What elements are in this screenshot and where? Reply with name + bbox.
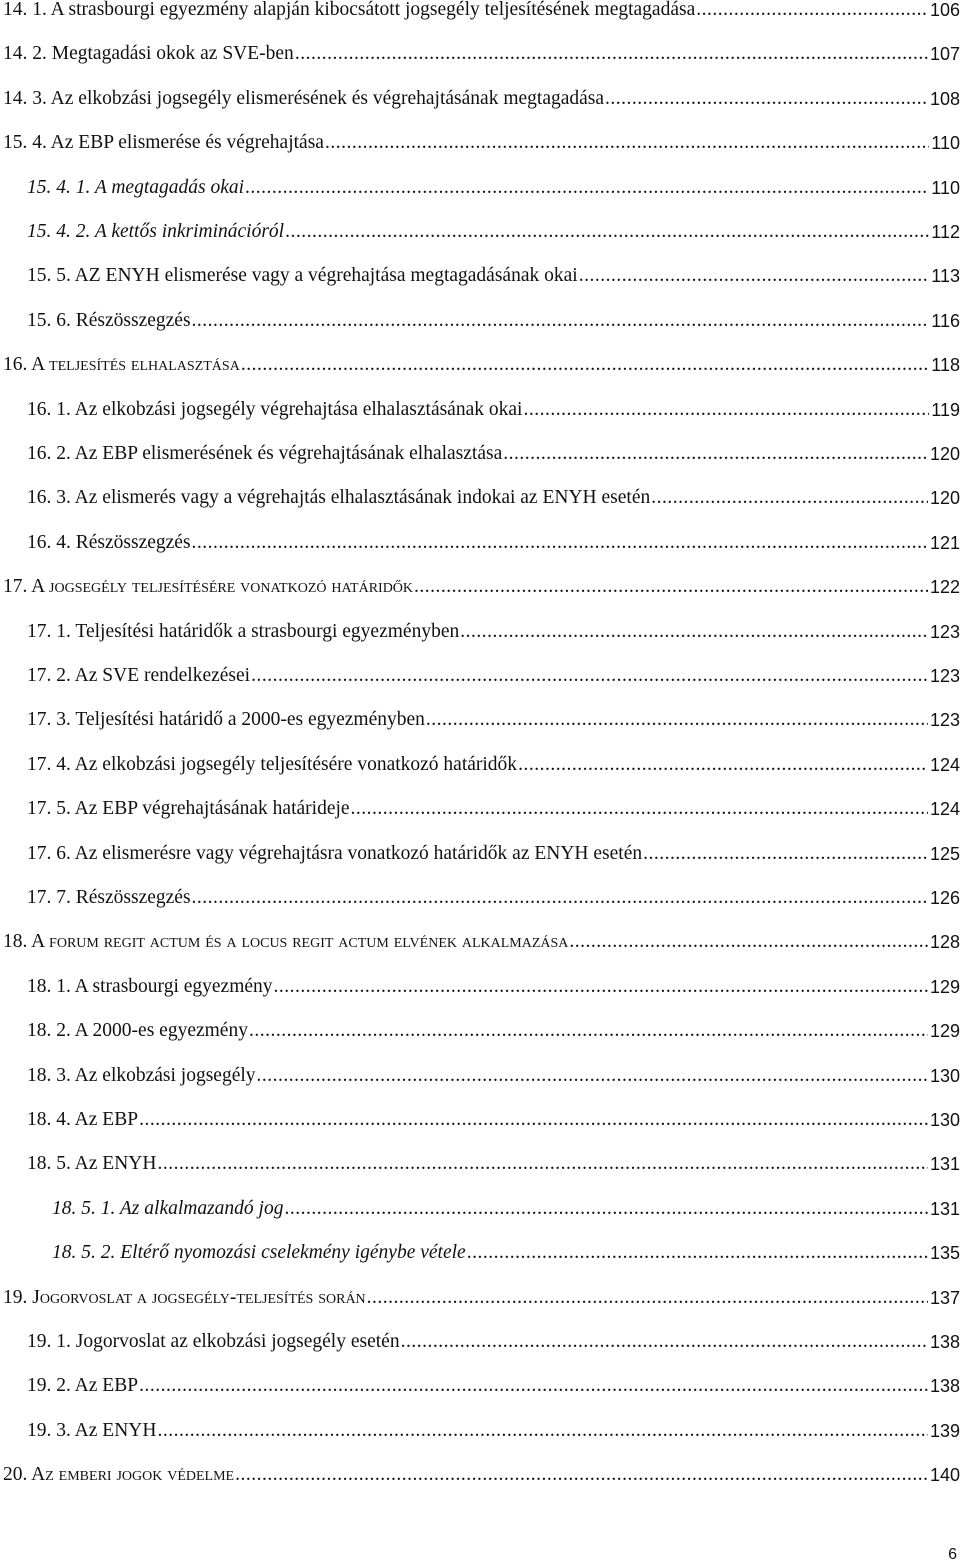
toc-entry-page-number: 119	[931, 399, 960, 420]
toc-entry-page-number: 124	[929, 754, 960, 775]
toc-entry[interactable]	[27, 436, 960, 466]
toc-entry-title: 17. 2. Az SVE rendelkezései	[27, 665, 251, 686]
toc-entry-page-number: 110	[931, 177, 960, 198]
toc-dot-leader	[414, 575, 928, 599]
toc-entry[interactable]	[27, 1324, 960, 1354]
toc-entry-page-number: 135	[929, 1243, 960, 1264]
toc-entry-title: 14. 3. Az elkobzási jogsegély elismerésének és végrehajtásának megtagadása	[3, 87, 605, 109]
toc-entry-page-number: 120	[929, 488, 960, 509]
toc-dot-leader	[351, 797, 928, 821]
toc-entry[interactable]	[27, 303, 960, 333]
toc-entry[interactable]	[27, 480, 960, 510]
toc-dot-leader	[285, 220, 929, 244]
toc-entry-title: 17. 6. Az elismerésre vagy végrehajtásra vonatkozó határidők az ENYH esetén	[27, 842, 643, 864]
toc-entry-page-number: 122	[929, 577, 960, 598]
toc-dot-leader	[249, 1019, 928, 1043]
toc-entry-page-number: 123	[929, 666, 960, 686]
toc-entry-page-number: 131	[929, 1198, 960, 1219]
toc-entry-page-number: 138	[929, 1376, 960, 1397]
page-number: 6	[948, 1546, 957, 1563]
toc-entry-page-number: 129	[929, 1021, 960, 1042]
toc-entry-title: 18. A forum regit actum és a locus regit actum elvének alkalmazása	[3, 931, 569, 953]
toc-entry-title: 18. 5. 1. Az alkalmazandó jog	[52, 1197, 284, 1219]
toc-dot-leader	[295, 42, 928, 66]
toc-entry-page-number: 130	[929, 1065, 960, 1086]
toc-dot-leader	[192, 886, 928, 910]
toc-entry-title: 17. 5. Az EBP végrehajtásának határideje	[27, 798, 350, 820]
toc-entry-title: 17. 7. Részösszegzés	[27, 887, 191, 908]
toc-entry-page-number: 124	[929, 799, 960, 820]
toc-dot-leader	[157, 1152, 928, 1176]
toc-entry-page-number: 110	[931, 133, 960, 154]
toc-entry-page-number: 131	[929, 1154, 960, 1175]
toc-entry-page-number: 123	[929, 710, 960, 731]
toc-entry-title: 19. 2. Az EBP	[27, 1375, 139, 1397]
toc-entry-page-number: 121	[929, 532, 960, 553]
toc-entry-title: 19. 1. Jogorvoslat az elkobzási jogsegély esetén	[27, 1331, 400, 1352]
toc-dot-leader	[651, 486, 928, 510]
toc-entry-title: 15. 6. Részösszegzés	[27, 309, 191, 331]
toc-entry[interactable]	[27, 702, 960, 732]
toc-entry-title: 18. 1. A strasbourgi egyezmény	[27, 975, 273, 997]
toc-entry-page-number: 128	[929, 932, 960, 953]
toc-dot-leader	[523, 398, 929, 422]
toc-dot-leader	[192, 309, 930, 333]
toc-entry-page-number: 140	[929, 1465, 960, 1486]
toc-dot-leader	[251, 664, 928, 688]
toc-entry-title: 16. 1. Az elkobzási jogsegély végrehajtása elhalasztásának okai	[27, 398, 523, 420]
toc-entry[interactable]	[27, 214, 960, 244]
toc-entry-title: 18. 4. Az EBP	[27, 1109, 139, 1130]
toc-dot-leader	[284, 1197, 927, 1221]
toc-entry-title: 19. Jogorvoslat a jogsegély-teljesítés során	[3, 1286, 366, 1308]
toc-entry-title: 15. 5. AZ ENYH elismerése vagy a végrehajtása megtagadásának okai	[27, 265, 578, 287]
toc-dot-leader	[579, 264, 930, 288]
toc-entry[interactable]	[27, 1102, 960, 1132]
toc-entry[interactable]	[27, 836, 960, 866]
toc-entry[interactable]	[27, 1413, 960, 1443]
toc-dot-leader	[157, 1419, 928, 1443]
toc-entry-page-number: 138	[929, 1332, 960, 1352]
toc-dot-leader	[192, 531, 928, 555]
toc-entry[interactable]	[27, 1146, 960, 1176]
toc-entry-page-number: 106	[929, 0, 960, 20]
toc-entry[interactable]	[27, 392, 960, 422]
toc-dot-leader	[460, 620, 928, 644]
toc-entry-title: 18. 2. A 2000-es egyezmény	[27, 1020, 248, 1042]
toc-entry-title: 17. A jogsegély teljesítésére vonatkozó határidők	[3, 576, 414, 598]
toc-entry[interactable]	[52, 1235, 960, 1265]
toc-entry[interactable]	[27, 1368, 960, 1398]
toc-entry[interactable]	[27, 1013, 960, 1043]
toc-entry[interactable]	[3, 347, 960, 377]
toc-dot-leader	[605, 87, 928, 111]
toc-entry-title: 16. 3. Az elismerés vagy a végrehajtás elhalasztásának indokai az ENYH esetén	[27, 487, 651, 509]
toc-entry-page-number: 139	[929, 1420, 960, 1441]
toc-entry-title: 16. 4. Részösszegzés	[27, 531, 191, 553]
toc-entry-page-number: 125	[929, 843, 960, 864]
toc-dot-leader	[518, 753, 928, 777]
toc-entry[interactable]	[27, 791, 960, 821]
toc-entry-page-number: 130	[929, 1110, 960, 1130]
toc-dot-leader	[139, 1108, 928, 1132]
toc-entry[interactable]	[27, 658, 960, 688]
toc-dot-leader	[401, 1330, 928, 1354]
toc-entry-title: 18. 5. 2. Eltérő nyomozási cselekmény igénybe vétele	[52, 1242, 466, 1264]
toc-dot-leader	[696, 0, 928, 22]
toc-entry-page-number: 108	[929, 88, 960, 109]
toc-entry[interactable]	[3, 924, 960, 954]
toc-dot-leader	[139, 1374, 928, 1398]
toc-entry-page-number: 123	[929, 621, 960, 642]
toc-entry[interactable]	[3, 125, 960, 155]
toc-entry[interactable]	[27, 1058, 960, 1088]
toc-entry-title: 14. 2. Megtagadási okok az SVE-ben	[3, 43, 294, 65]
toc-entry-title: 17. 3. Teljesítési határidő a 2000-es egyezményben	[27, 709, 425, 731]
toc-entry-title: 17. 4. Az elkobzási jogsegély teljesítésére vonatkozó határidők	[27, 753, 518, 775]
toc-entry-page-number: 112	[931, 222, 960, 242]
toc-entry[interactable]	[27, 614, 960, 644]
toc-entry-page-number: 107	[929, 44, 960, 65]
toc-entry-page-number: 118	[931, 355, 960, 376]
toc-entry-title: 15. 4. Az EBP elismerése és végrehajtása	[3, 132, 324, 154]
toc-dot-leader	[467, 1241, 928, 1265]
toc-dot-leader	[235, 1463, 928, 1487]
toc-entry-page-number: 113	[931, 266, 960, 287]
toc-entry-title: 14. 1. A strasbourgi egyezmény alapján kibocsátott jogsegély teljesítésének megtagadása	[3, 0, 696, 20]
toc-entry-page-number: 129	[929, 976, 960, 997]
toc-entry[interactable]	[3, 81, 960, 111]
toc-dot-leader	[274, 975, 928, 999]
toc-entry-title: 18. 5. Az ENYH	[27, 1153, 157, 1175]
toc-entry-title: 16. A teljesítés elhalasztása	[3, 354, 240, 376]
toc-dot-leader	[241, 353, 929, 377]
toc-entry[interactable]	[3, 36, 960, 66]
toc-entry-page-number: 120	[929, 444, 960, 464]
toc-entry[interactable]	[27, 969, 960, 999]
toc-entry[interactable]	[3, 569, 960, 599]
toc-entry[interactable]	[27, 880, 960, 910]
toc-dot-leader	[367, 1286, 928, 1310]
toc-entry[interactable]	[3, 0, 960, 22]
toc-dot-leader	[426, 708, 928, 732]
toc-entry[interactable]	[27, 747, 960, 777]
toc-entry-page-number: 137	[929, 1287, 960, 1308]
toc-dot-leader	[643, 842, 928, 866]
toc-entry-title: 17. 1. Teljesítési határidők a strasbourgi egyezményben	[27, 620, 460, 642]
toc-entry-title: 19. 3. Az ENYH	[27, 1419, 157, 1441]
toc-entry[interactable]	[52, 1191, 960, 1221]
toc-entry-page-number: 126	[929, 888, 960, 908]
toc-entry[interactable]	[3, 1280, 960, 1310]
toc-entry-title: 15. 4. 2. A kettős inkriminációról	[27, 221, 285, 242]
toc-entry[interactable]	[3, 1457, 960, 1487]
toc-entry[interactable]	[27, 525, 960, 555]
toc-entry[interactable]	[27, 258, 960, 288]
toc-dot-leader	[503, 442, 928, 466]
toc-entry-title: 16. 2. Az EBP elismerésének és végrehajtásának elhalasztása	[27, 443, 503, 464]
toc-entry-title: 18. 3. Az elkobzási jogsegély	[27, 1064, 256, 1086]
toc-entry-page-number: 116	[931, 310, 960, 331]
toc-dot-leader	[245, 176, 929, 200]
toc-entry-title: 15. 4. 1. A megtagadás okai	[27, 176, 245, 198]
toc-entry[interactable]	[27, 170, 960, 200]
toc-dot-leader	[325, 131, 929, 155]
toc-entry-title: 20. Az emberi jogok védelme	[3, 1464, 235, 1486]
toc-dot-leader	[569, 930, 928, 954]
toc-dot-leader	[257, 1064, 928, 1088]
